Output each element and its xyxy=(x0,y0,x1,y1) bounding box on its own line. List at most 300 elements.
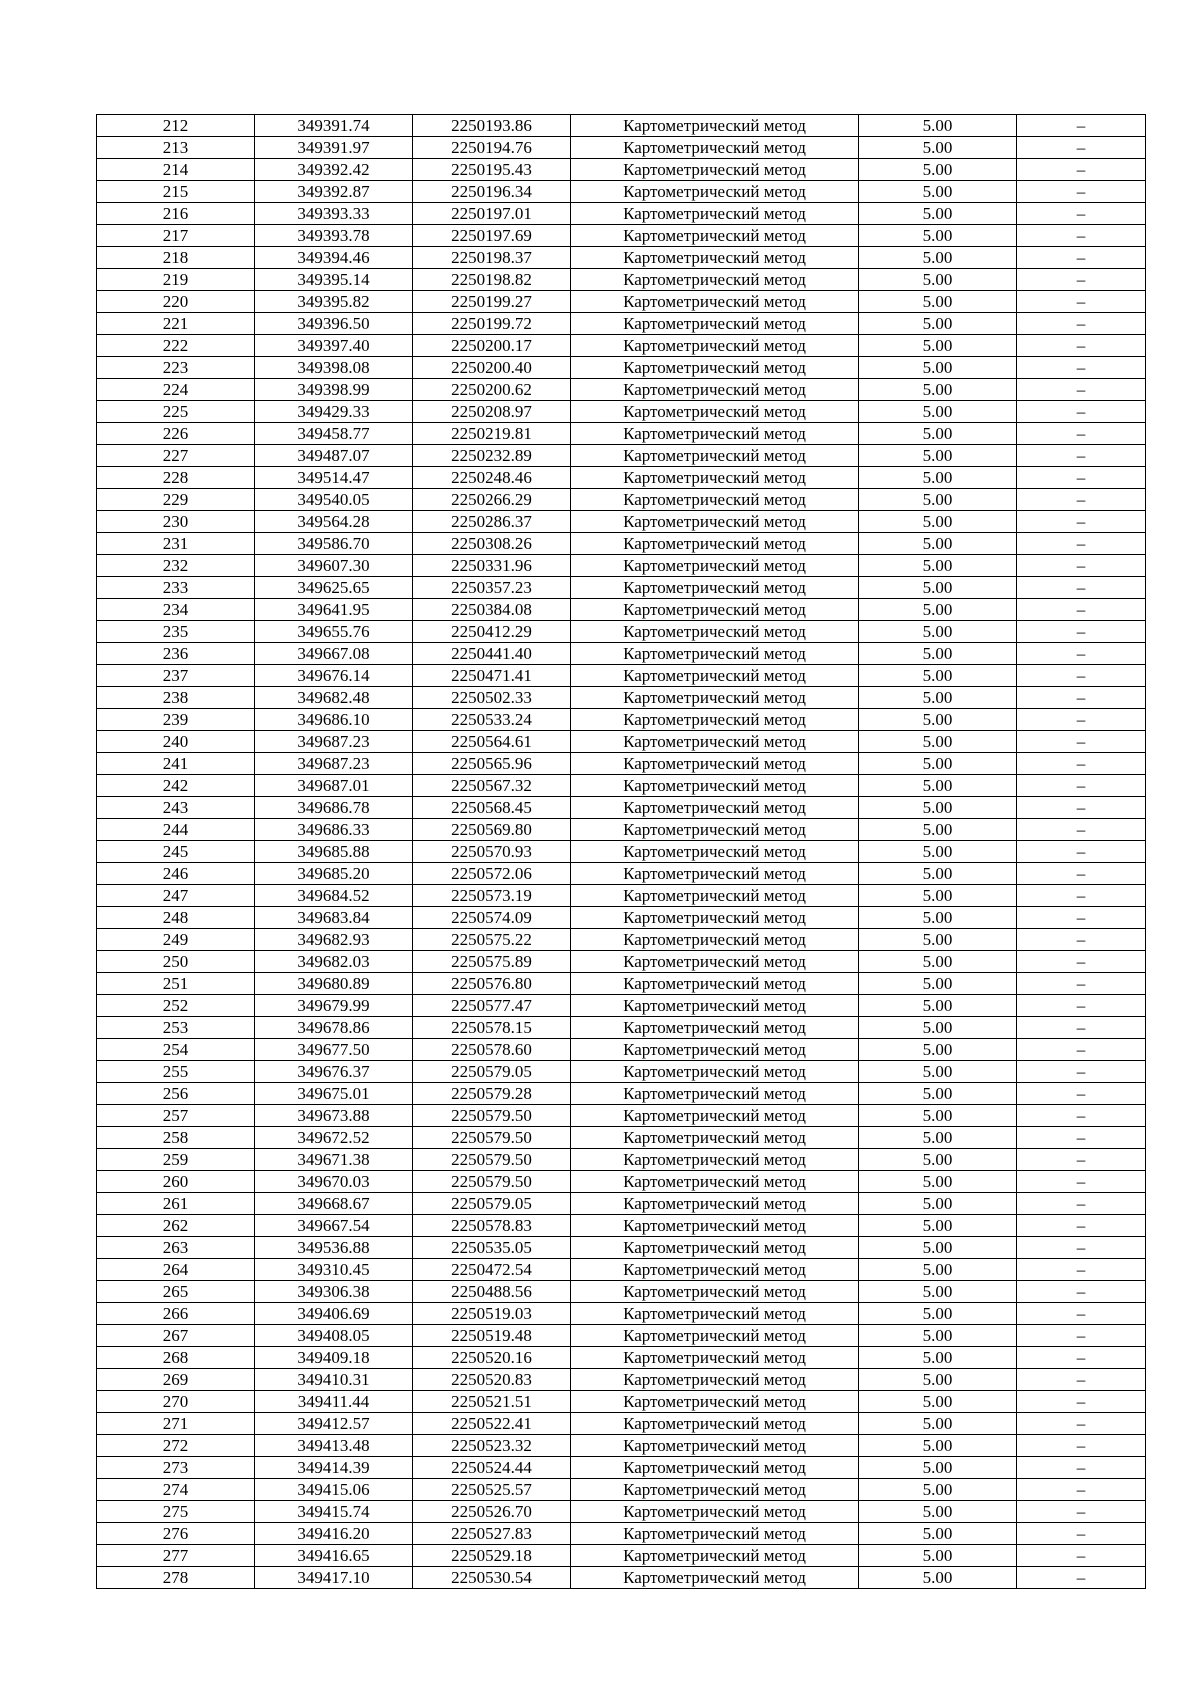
y-coordinate-cell: 2250520.16 xyxy=(413,1347,571,1369)
table-row xyxy=(97,621,1146,643)
method-cell: Картометрический метод xyxy=(571,687,859,709)
y-coordinate-cell: 2250472.54 xyxy=(413,1259,571,1281)
point-number-cell: 277 xyxy=(97,1545,255,1567)
note-cell: – xyxy=(1017,115,1146,137)
method-cell: Картометрический метод xyxy=(571,951,859,973)
x-coordinate-cell: 349398.99 xyxy=(255,379,413,401)
note-cell: – xyxy=(1017,489,1146,511)
table-row xyxy=(97,445,1146,467)
note-cell: – xyxy=(1017,423,1146,445)
note-cell: – xyxy=(1017,379,1146,401)
x-coordinate-cell: 349306.38 xyxy=(255,1281,413,1303)
x-coordinate-cell: 349394.46 xyxy=(255,247,413,269)
accuracy-cell: 5.00 xyxy=(859,907,1017,929)
table-row xyxy=(97,203,1146,225)
x-coordinate-cell: 349682.48 xyxy=(255,687,413,709)
y-coordinate-cell: 2250197.69 xyxy=(413,225,571,247)
y-coordinate-cell: 2250564.61 xyxy=(413,731,571,753)
accuracy-cell: 5.00 xyxy=(859,841,1017,863)
table-row xyxy=(97,775,1146,797)
x-coordinate-cell: 349679.99 xyxy=(255,995,413,1017)
accuracy-cell: 5.00 xyxy=(859,863,1017,885)
accuracy-cell: 5.00 xyxy=(859,1369,1017,1391)
point-number-cell: 212 xyxy=(97,115,255,137)
x-coordinate-cell: 349395.82 xyxy=(255,291,413,313)
x-coordinate-cell: 349667.54 xyxy=(255,1215,413,1237)
method-cell: Картометрический метод xyxy=(571,247,859,269)
method-cell: Картометрический метод xyxy=(571,423,859,445)
accuracy-cell: 5.00 xyxy=(859,1215,1017,1237)
table-row xyxy=(97,533,1146,555)
y-coordinate-cell: 2250567.32 xyxy=(413,775,571,797)
note-cell: – xyxy=(1017,973,1146,995)
accuracy-cell: 5.00 xyxy=(859,995,1017,1017)
note-cell: – xyxy=(1017,907,1146,929)
accuracy-cell: 5.00 xyxy=(859,115,1017,137)
x-coordinate-cell: 349678.86 xyxy=(255,1017,413,1039)
method-cell: Картометрический метод xyxy=(571,1193,859,1215)
accuracy-cell: 5.00 xyxy=(859,357,1017,379)
x-coordinate-cell: 349686.78 xyxy=(255,797,413,819)
x-coordinate-cell: 349415.74 xyxy=(255,1501,413,1523)
note-cell: – xyxy=(1017,1369,1146,1391)
table-row xyxy=(97,1149,1146,1171)
y-coordinate-cell: 2250573.19 xyxy=(413,885,571,907)
y-coordinate-cell: 2250199.27 xyxy=(413,291,571,313)
x-coordinate-cell: 349607.30 xyxy=(255,555,413,577)
point-number-cell: 224 xyxy=(97,379,255,401)
table-row xyxy=(97,115,1146,137)
y-coordinate-cell: 2250471.41 xyxy=(413,665,571,687)
table-row xyxy=(97,665,1146,687)
method-cell: Картометрический метод xyxy=(571,357,859,379)
point-number-cell: 233 xyxy=(97,577,255,599)
accuracy-cell: 5.00 xyxy=(859,1391,1017,1413)
table-row xyxy=(97,291,1146,313)
y-coordinate-cell: 2250219.81 xyxy=(413,423,571,445)
table-row xyxy=(97,1523,1146,1545)
y-coordinate-cell: 2250208.97 xyxy=(413,401,571,423)
accuracy-cell: 5.00 xyxy=(859,599,1017,621)
x-coordinate-cell: 349391.97 xyxy=(255,137,413,159)
y-coordinate-cell: 2250578.60 xyxy=(413,1039,571,1061)
note-cell: – xyxy=(1017,1435,1146,1457)
point-number-cell: 261 xyxy=(97,1193,255,1215)
x-coordinate-cell: 349392.87 xyxy=(255,181,413,203)
point-number-cell: 241 xyxy=(97,753,255,775)
point-number-cell: 244 xyxy=(97,819,255,841)
point-number-cell: 219 xyxy=(97,269,255,291)
note-cell: – xyxy=(1017,247,1146,269)
accuracy-cell: 5.00 xyxy=(859,1347,1017,1369)
x-coordinate-cell: 349625.65 xyxy=(255,577,413,599)
x-coordinate-cell: 349655.76 xyxy=(255,621,413,643)
point-number-cell: 239 xyxy=(97,709,255,731)
point-number-cell: 253 xyxy=(97,1017,255,1039)
table-row xyxy=(97,577,1146,599)
y-coordinate-cell: 2250286.37 xyxy=(413,511,571,533)
note-cell: – xyxy=(1017,181,1146,203)
table-row xyxy=(97,1281,1146,1303)
point-number-cell: 232 xyxy=(97,555,255,577)
table-row xyxy=(97,841,1146,863)
x-coordinate-cell: 349684.52 xyxy=(255,885,413,907)
y-coordinate-cell: 2250198.82 xyxy=(413,269,571,291)
y-coordinate-cell: 2250521.51 xyxy=(413,1391,571,1413)
x-coordinate-cell: 349540.05 xyxy=(255,489,413,511)
note-cell: – xyxy=(1017,951,1146,973)
table-row xyxy=(97,1347,1146,1369)
note-cell: – xyxy=(1017,709,1146,731)
point-number-cell: 234 xyxy=(97,599,255,621)
note-cell: – xyxy=(1017,1215,1146,1237)
note-cell: – xyxy=(1017,1347,1146,1369)
note-cell: – xyxy=(1017,1237,1146,1259)
note-cell: – xyxy=(1017,511,1146,533)
accuracy-cell: 5.00 xyxy=(859,1149,1017,1171)
y-coordinate-cell: 2250575.89 xyxy=(413,951,571,973)
method-cell: Картометрический метод xyxy=(571,907,859,929)
note-cell: – xyxy=(1017,995,1146,1017)
accuracy-cell: 5.00 xyxy=(859,291,1017,313)
note-cell: – xyxy=(1017,445,1146,467)
note-cell: – xyxy=(1017,313,1146,335)
y-coordinate-cell: 2250579.05 xyxy=(413,1061,571,1083)
note-cell: – xyxy=(1017,467,1146,489)
method-cell: Картометрический метод xyxy=(571,1127,859,1149)
table-row xyxy=(97,247,1146,269)
accuracy-cell: 5.00 xyxy=(859,1567,1017,1589)
y-coordinate-cell: 2250565.96 xyxy=(413,753,571,775)
note-cell: – xyxy=(1017,1193,1146,1215)
x-coordinate-cell: 349487.07 xyxy=(255,445,413,467)
x-coordinate-cell: 349414.39 xyxy=(255,1457,413,1479)
x-coordinate-cell: 349393.78 xyxy=(255,225,413,247)
method-cell: Картометрический метод xyxy=(571,137,859,159)
accuracy-cell: 5.00 xyxy=(859,511,1017,533)
point-number-cell: 259 xyxy=(97,1149,255,1171)
point-number-cell: 255 xyxy=(97,1061,255,1083)
y-coordinate-cell: 2250519.03 xyxy=(413,1303,571,1325)
method-cell: Картометрический метод xyxy=(571,467,859,489)
x-coordinate-cell: 349670.03 xyxy=(255,1171,413,1193)
y-coordinate-cell: 2250384.08 xyxy=(413,599,571,621)
accuracy-cell: 5.00 xyxy=(859,1105,1017,1127)
point-number-cell: 275 xyxy=(97,1501,255,1523)
y-coordinate-cell: 2250574.09 xyxy=(413,907,571,929)
accuracy-cell: 5.00 xyxy=(859,1545,1017,1567)
accuracy-cell: 5.00 xyxy=(859,775,1017,797)
point-number-cell: 229 xyxy=(97,489,255,511)
note-cell: – xyxy=(1017,401,1146,423)
y-coordinate-cell: 2250568.45 xyxy=(413,797,571,819)
method-cell: Картометрический метод xyxy=(571,973,859,995)
table-row xyxy=(97,1083,1146,1105)
point-number-cell: 273 xyxy=(97,1457,255,1479)
table-row xyxy=(97,1545,1146,1567)
note-cell: – xyxy=(1017,159,1146,181)
note-cell: – xyxy=(1017,1259,1146,1281)
method-cell: Картометрический метод xyxy=(571,1303,859,1325)
point-number-cell: 218 xyxy=(97,247,255,269)
x-coordinate-cell: 349685.20 xyxy=(255,863,413,885)
accuracy-cell: 5.00 xyxy=(859,1127,1017,1149)
y-coordinate-cell: 2250412.29 xyxy=(413,621,571,643)
table-row xyxy=(97,1061,1146,1083)
point-number-cell: 246 xyxy=(97,863,255,885)
point-number-cell: 264 xyxy=(97,1259,255,1281)
y-coordinate-cell: 2250576.80 xyxy=(413,973,571,995)
method-cell: Картометрический метод xyxy=(571,1391,859,1413)
accuracy-cell: 5.00 xyxy=(859,1479,1017,1501)
x-coordinate-cell: 349687.01 xyxy=(255,775,413,797)
x-coordinate-cell: 349683.84 xyxy=(255,907,413,929)
point-number-cell: 249 xyxy=(97,929,255,951)
accuracy-cell: 5.00 xyxy=(859,665,1017,687)
table-row xyxy=(97,643,1146,665)
method-cell: Картометрический метод xyxy=(571,731,859,753)
accuracy-cell: 5.00 xyxy=(859,951,1017,973)
accuracy-cell: 5.00 xyxy=(859,401,1017,423)
point-number-cell: 247 xyxy=(97,885,255,907)
point-number-cell: 236 xyxy=(97,643,255,665)
method-cell: Картометрический метод xyxy=(571,885,859,907)
accuracy-cell: 5.00 xyxy=(859,753,1017,775)
x-coordinate-cell: 349409.18 xyxy=(255,1347,413,1369)
x-coordinate-cell: 349682.03 xyxy=(255,951,413,973)
note-cell: – xyxy=(1017,1127,1146,1149)
y-coordinate-cell: 2250579.28 xyxy=(413,1083,571,1105)
method-cell: Картометрический метод xyxy=(571,577,859,599)
y-coordinate-cell: 2250579.05 xyxy=(413,1193,571,1215)
table-row xyxy=(97,357,1146,379)
point-number-cell: 260 xyxy=(97,1171,255,1193)
x-coordinate-cell: 349677.50 xyxy=(255,1039,413,1061)
note-cell: – xyxy=(1017,269,1146,291)
x-coordinate-cell: 349458.77 xyxy=(255,423,413,445)
method-cell: Картометрический метод xyxy=(571,1259,859,1281)
note-cell: – xyxy=(1017,203,1146,225)
note-cell: – xyxy=(1017,1501,1146,1523)
method-cell: Картометрический метод xyxy=(571,1215,859,1237)
table-row xyxy=(97,929,1146,951)
point-number-cell: 269 xyxy=(97,1369,255,1391)
accuracy-cell: 5.00 xyxy=(859,709,1017,731)
point-number-cell: 250 xyxy=(97,951,255,973)
method-cell: Картометрический метод xyxy=(571,1413,859,1435)
method-cell: Картометрический метод xyxy=(571,929,859,951)
accuracy-cell: 5.00 xyxy=(859,1325,1017,1347)
note-cell: – xyxy=(1017,797,1146,819)
y-coordinate-cell: 2250488.56 xyxy=(413,1281,571,1303)
x-coordinate-cell: 349310.45 xyxy=(255,1259,413,1281)
x-coordinate-cell: 349416.65 xyxy=(255,1545,413,1567)
table-row xyxy=(97,313,1146,335)
point-number-cell: 242 xyxy=(97,775,255,797)
method-cell: Картометрический метод xyxy=(571,1105,859,1127)
table-row xyxy=(97,1501,1146,1523)
y-coordinate-cell: 2250200.62 xyxy=(413,379,571,401)
accuracy-cell: 5.00 xyxy=(859,577,1017,599)
accuracy-cell: 5.00 xyxy=(859,1413,1017,1435)
accuracy-cell: 5.00 xyxy=(859,1435,1017,1457)
table-row xyxy=(97,797,1146,819)
x-coordinate-cell: 349398.08 xyxy=(255,357,413,379)
point-number-cell: 226 xyxy=(97,423,255,445)
accuracy-cell: 5.00 xyxy=(859,313,1017,335)
y-coordinate-cell: 2250569.80 xyxy=(413,819,571,841)
accuracy-cell: 5.00 xyxy=(859,137,1017,159)
y-coordinate-cell: 2250357.23 xyxy=(413,577,571,599)
table-row xyxy=(97,1369,1146,1391)
accuracy-cell: 5.00 xyxy=(859,225,1017,247)
table-row xyxy=(97,159,1146,181)
table-row xyxy=(97,709,1146,731)
y-coordinate-cell: 2250578.15 xyxy=(413,1017,571,1039)
y-coordinate-cell: 2250502.33 xyxy=(413,687,571,709)
y-coordinate-cell: 2250530.54 xyxy=(413,1567,571,1589)
x-coordinate-cell: 349687.23 xyxy=(255,753,413,775)
accuracy-cell: 5.00 xyxy=(859,1501,1017,1523)
method-cell: Картометрический метод xyxy=(571,1435,859,1457)
method-cell: Картометрический метод xyxy=(571,1083,859,1105)
y-coordinate-cell: 2250195.43 xyxy=(413,159,571,181)
x-coordinate-cell: 349586.70 xyxy=(255,533,413,555)
accuracy-cell: 5.00 xyxy=(859,643,1017,665)
note-cell: – xyxy=(1017,775,1146,797)
x-coordinate-cell: 349417.10 xyxy=(255,1567,413,1589)
point-number-cell: 272 xyxy=(97,1435,255,1457)
x-coordinate-cell: 349536.88 xyxy=(255,1237,413,1259)
method-cell: Картометрический метод xyxy=(571,753,859,775)
note-cell: – xyxy=(1017,577,1146,599)
table-row xyxy=(97,819,1146,841)
coordinates-table xyxy=(96,114,1146,1589)
x-coordinate-cell: 349671.38 xyxy=(255,1149,413,1171)
method-cell: Картометрический метод xyxy=(571,203,859,225)
method-cell: Картометрический метод xyxy=(571,599,859,621)
accuracy-cell: 5.00 xyxy=(859,1061,1017,1083)
note-cell: – xyxy=(1017,1523,1146,1545)
x-coordinate-cell: 349391.74 xyxy=(255,115,413,137)
y-coordinate-cell: 2250519.48 xyxy=(413,1325,571,1347)
x-coordinate-cell: 349686.10 xyxy=(255,709,413,731)
x-coordinate-cell: 349396.50 xyxy=(255,313,413,335)
method-cell: Картометрический метод xyxy=(571,621,859,643)
accuracy-cell: 5.00 xyxy=(859,335,1017,357)
table-row xyxy=(97,907,1146,929)
table-row xyxy=(97,951,1146,973)
point-number-cell: 266 xyxy=(97,1303,255,1325)
accuracy-cell: 5.00 xyxy=(859,687,1017,709)
point-number-cell: 225 xyxy=(97,401,255,423)
method-cell: Картометрический метод xyxy=(571,995,859,1017)
method-cell: Картометрический метод xyxy=(571,1545,859,1567)
table-row xyxy=(97,1303,1146,1325)
y-coordinate-cell: 2250570.93 xyxy=(413,841,571,863)
method-cell: Картометрический метод xyxy=(571,1149,859,1171)
method-cell: Картометрический метод xyxy=(571,819,859,841)
point-number-cell: 238 xyxy=(97,687,255,709)
method-cell: Картометрический метод xyxy=(571,709,859,731)
y-coordinate-cell: 2250520.83 xyxy=(413,1369,571,1391)
y-coordinate-cell: 2250200.17 xyxy=(413,335,571,357)
method-cell: Картометрический метод xyxy=(571,643,859,665)
method-cell: Картометрический метод xyxy=(571,291,859,313)
note-cell: – xyxy=(1017,731,1146,753)
note-cell: – xyxy=(1017,225,1146,247)
point-number-cell: 267 xyxy=(97,1325,255,1347)
point-number-cell: 252 xyxy=(97,995,255,1017)
table-row xyxy=(97,885,1146,907)
table-row xyxy=(97,1127,1146,1149)
method-cell: Картометрический метод xyxy=(571,1281,859,1303)
y-coordinate-cell: 2250533.24 xyxy=(413,709,571,731)
note-cell: – xyxy=(1017,1039,1146,1061)
x-coordinate-cell: 349413.48 xyxy=(255,1435,413,1457)
x-coordinate-cell: 349410.31 xyxy=(255,1369,413,1391)
point-number-cell: 271 xyxy=(97,1413,255,1435)
table-row xyxy=(97,269,1146,291)
y-coordinate-cell: 2250308.26 xyxy=(413,533,571,555)
note-cell: – xyxy=(1017,841,1146,863)
note-cell: – xyxy=(1017,665,1146,687)
method-cell: Картометрический метод xyxy=(571,863,859,885)
accuracy-cell: 5.00 xyxy=(859,1193,1017,1215)
note-cell: – xyxy=(1017,1325,1146,1347)
point-number-cell: 251 xyxy=(97,973,255,995)
x-coordinate-cell: 349416.20 xyxy=(255,1523,413,1545)
y-coordinate-cell: 2250526.70 xyxy=(413,1501,571,1523)
accuracy-cell: 5.00 xyxy=(859,1039,1017,1061)
method-cell: Картометрический метод xyxy=(571,1325,859,1347)
table-row xyxy=(97,555,1146,577)
point-number-cell: 222 xyxy=(97,335,255,357)
method-cell: Картометрический метод xyxy=(571,1039,859,1061)
table-row xyxy=(97,335,1146,357)
y-coordinate-cell: 2250522.41 xyxy=(413,1413,571,1435)
table-row xyxy=(97,1413,1146,1435)
method-cell: Картометрический метод xyxy=(571,1017,859,1039)
x-coordinate-cell: 349397.40 xyxy=(255,335,413,357)
table-row xyxy=(97,863,1146,885)
accuracy-cell: 5.00 xyxy=(859,929,1017,951)
point-number-cell: 220 xyxy=(97,291,255,313)
x-coordinate-cell: 349676.14 xyxy=(255,665,413,687)
method-cell: Картометрический метод xyxy=(571,1479,859,1501)
method-cell: Картометрический метод xyxy=(571,379,859,401)
table-row xyxy=(97,1325,1146,1347)
note-cell: – xyxy=(1017,1303,1146,1325)
accuracy-cell: 5.00 xyxy=(859,1523,1017,1545)
x-coordinate-cell: 349672.52 xyxy=(255,1127,413,1149)
method-cell: Картометрический метод xyxy=(571,1501,859,1523)
point-number-cell: 230 xyxy=(97,511,255,533)
method-cell: Картометрический метод xyxy=(571,115,859,137)
y-coordinate-cell: 2250577.47 xyxy=(413,995,571,1017)
note-cell: – xyxy=(1017,1457,1146,1479)
accuracy-cell: 5.00 xyxy=(859,1259,1017,1281)
note-cell: – xyxy=(1017,1391,1146,1413)
x-coordinate-cell: 349393.33 xyxy=(255,203,413,225)
method-cell: Картометрический метод xyxy=(571,489,859,511)
table-row xyxy=(97,1237,1146,1259)
accuracy-cell: 5.00 xyxy=(859,379,1017,401)
accuracy-cell: 5.00 xyxy=(859,1171,1017,1193)
x-coordinate-cell: 349411.44 xyxy=(255,1391,413,1413)
point-number-cell: 276 xyxy=(97,1523,255,1545)
table-row xyxy=(97,1215,1146,1237)
